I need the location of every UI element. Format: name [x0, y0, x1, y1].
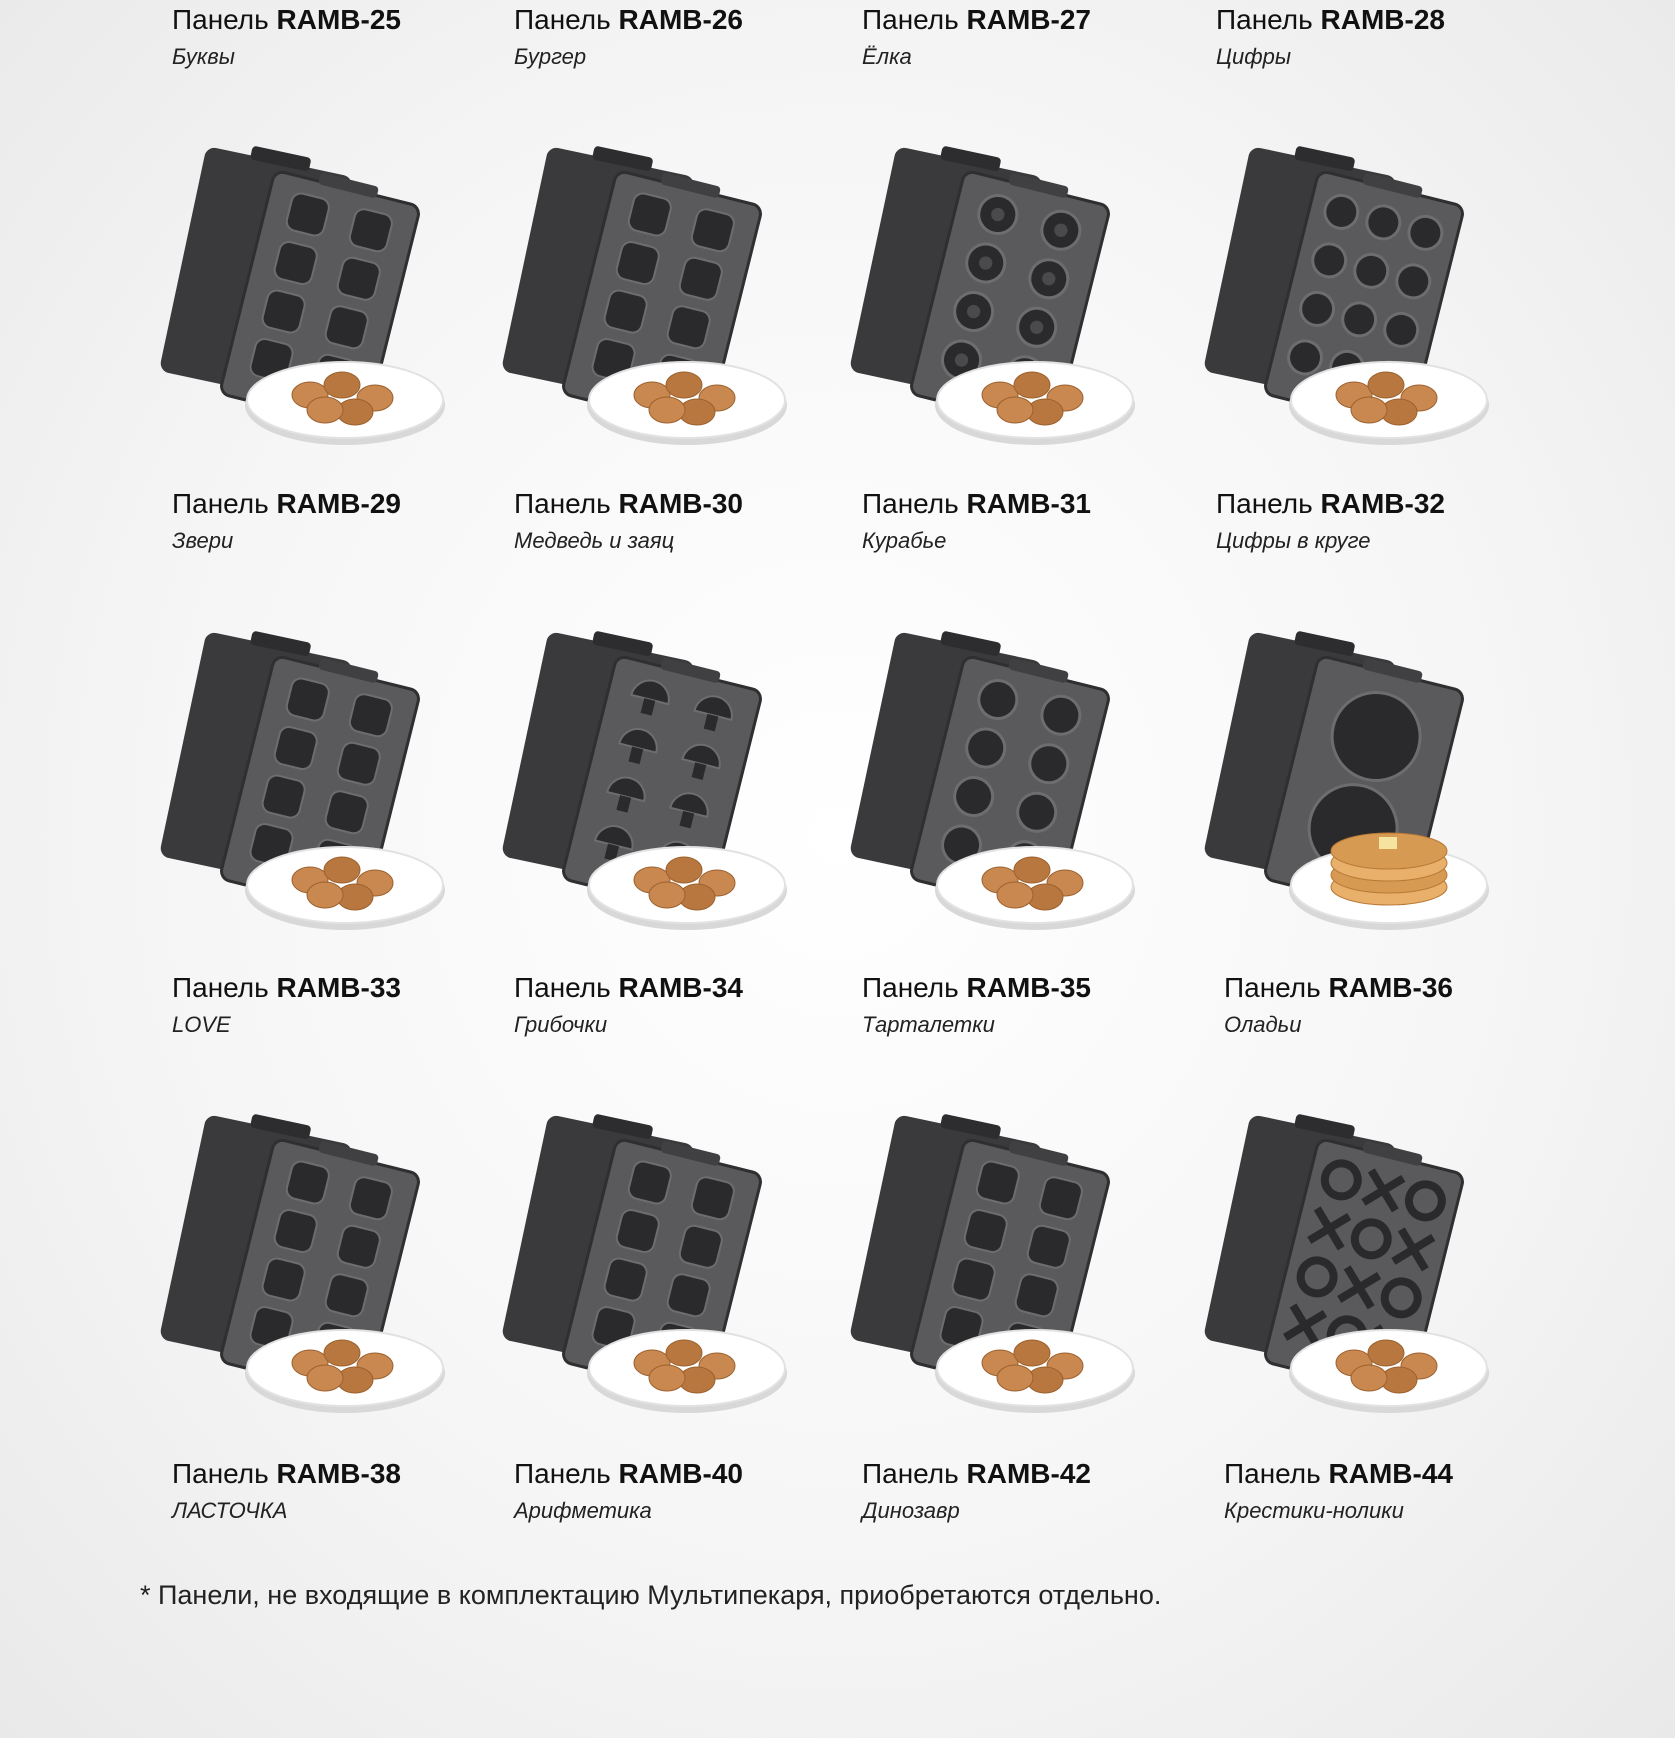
panel-label-ramb-44 — [1224, 1458, 1584, 1524]
panel-label-ramb-29 — [172, 488, 532, 554]
panel-code: RAMB-36 — [1328, 972, 1453, 1003]
product-illustration — [492, 625, 792, 945]
product-illustration — [150, 625, 450, 945]
panel-label-ramb-27 — [862, 4, 1222, 70]
panel-prefix: Панель — [1224, 972, 1321, 1003]
panel-name: Бургер — [514, 44, 587, 69]
panel-prefix: Панель — [862, 4, 959, 35]
panel-code: RAMB-44 — [1328, 1458, 1453, 1489]
panel-code: RAMB-42 — [966, 1458, 1091, 1489]
product-image-mushrooms — [492, 625, 792, 945]
product-image-letters — [150, 1108, 450, 1428]
panel-code: RAMB-26 — [618, 4, 743, 35]
panel-title — [1216, 4, 1576, 36]
panel-prefix: Панель — [514, 4, 611, 35]
product-image-love — [150, 625, 450, 945]
product-illustration — [1194, 1108, 1494, 1428]
panel-prefix: Панель — [514, 1458, 611, 1489]
panel-title — [1224, 1458, 1584, 1490]
panel-code: RAMB-34 — [618, 972, 743, 1003]
product-illustration — [1194, 140, 1494, 460]
panel-title — [172, 972, 532, 1004]
panel-label-ramb-36 — [1224, 972, 1584, 1038]
product-image-dino-letters — [840, 1108, 1140, 1428]
panel-prefix: Панель — [862, 1458, 959, 1489]
panel-name: Цифры в круге — [1216, 528, 1371, 553]
product-illustration — [492, 1108, 792, 1428]
panel-prefix: Панель — [514, 972, 611, 1003]
panel-prefix: Панель — [172, 4, 269, 35]
pastry — [1331, 833, 1447, 905]
panel-title — [1216, 488, 1576, 520]
panel-name: Крестики-нолики — [1224, 1498, 1404, 1523]
panel-code: RAMB-35 — [966, 972, 1091, 1003]
product-image-rings — [840, 140, 1140, 460]
panel-title — [514, 4, 874, 36]
footnote: * Панели, не входящие в комплектацию Мультипекаря, приобретаются отдельно. — [140, 1580, 1162, 1610]
panel-label-ramb-28 — [1216, 4, 1576, 70]
product-illustration — [492, 140, 792, 460]
panel-title — [862, 488, 1222, 520]
panel-code: RAMB-28 — [1320, 4, 1445, 35]
product-illustration — [150, 1108, 450, 1428]
panel-title — [1224, 972, 1584, 1004]
panel-label-ramb-42 — [862, 1458, 1222, 1524]
panel-label-ramb-33 — [172, 972, 532, 1038]
panel-prefix: Панель — [862, 972, 959, 1003]
panel-name: Арифметика — [514, 1498, 652, 1523]
product-image-tartlets — [840, 625, 1140, 945]
panel-title — [172, 4, 532, 36]
panel-title — [172, 1458, 532, 1490]
product-illustration — [840, 1108, 1140, 1428]
panel-prefix: Панель — [172, 1458, 269, 1489]
product-illustration — [840, 625, 1140, 945]
panel-prefix: Панель — [1216, 488, 1313, 519]
panel-title — [514, 972, 874, 1004]
panel-label-ramb-34 — [514, 972, 874, 1038]
panel-name: Курабье — [862, 528, 947, 553]
panel-title — [862, 1458, 1222, 1490]
panel-title — [514, 488, 874, 520]
panel-code: RAMB-32 — [1320, 488, 1445, 519]
panel-code: RAMB-29 — [276, 488, 401, 519]
panel-name: LOVE — [172, 1012, 231, 1037]
panel-name: Звери — [172, 528, 234, 553]
panel-label-ramb-26 — [514, 4, 874, 70]
product-image-animals — [150, 140, 450, 460]
panel-label-ramb-30 — [514, 488, 874, 554]
panel-code: RAMB-31 — [966, 488, 1091, 519]
panel-label-ramb-31 — [862, 488, 1222, 554]
panel-label-ramb-35 — [862, 972, 1222, 1038]
panel-name: Буквы — [172, 44, 235, 69]
product-illustration — [840, 140, 1140, 460]
panel-code: RAMB-40 — [618, 1458, 743, 1489]
product-image-number-circles — [1194, 140, 1494, 460]
product-illustration — [1194, 625, 1494, 945]
panel-prefix: Панель — [862, 488, 959, 519]
panel-code: RAMB-33 — [276, 972, 401, 1003]
panel-label-ramb-40 — [514, 1458, 874, 1524]
panel-name: Динозавр — [862, 1498, 960, 1523]
panel-title — [514, 1458, 874, 1490]
panel-label-ramb-38 — [172, 1458, 532, 1524]
panel-code: RAMB-38 — [276, 1458, 401, 1489]
panel-prefix: Панель — [1216, 4, 1313, 35]
product-image-bear-bunny — [492, 140, 792, 460]
panel-title — [172, 488, 532, 520]
panel-name: ЛАСТОЧКА — [172, 1498, 288, 1523]
panel-code: RAMB-25 — [276, 4, 401, 35]
panel-name: Ёлка — [862, 44, 912, 69]
panel-title — [862, 4, 1222, 36]
panel-name: Медведь и заяц — [514, 528, 675, 553]
panel-prefix: Панель — [172, 972, 269, 1003]
panel-label-ramb-32 — [1216, 488, 1576, 554]
panel-name: Цифры — [1216, 44, 1292, 69]
panel-name: Грибочки — [514, 1012, 608, 1037]
panel-name: Оладьи — [1224, 1012, 1302, 1037]
product-image-arithmetic — [492, 1108, 792, 1428]
panel-code: RAMB-27 — [966, 4, 1091, 35]
panel-name: Тарталетки — [862, 1012, 995, 1037]
panel-prefix: Панель — [1224, 1458, 1321, 1489]
product-image-pancakes — [1194, 625, 1494, 945]
panel-label-ramb-25 — [172, 4, 532, 70]
panel-prefix: Панель — [514, 488, 611, 519]
product-image-tic-tac-toe — [1194, 1108, 1494, 1428]
panel-title — [862, 972, 1222, 1004]
panel-prefix: Панель — [172, 488, 269, 519]
panel-code: RAMB-30 — [618, 488, 743, 519]
product-illustration — [150, 140, 450, 460]
